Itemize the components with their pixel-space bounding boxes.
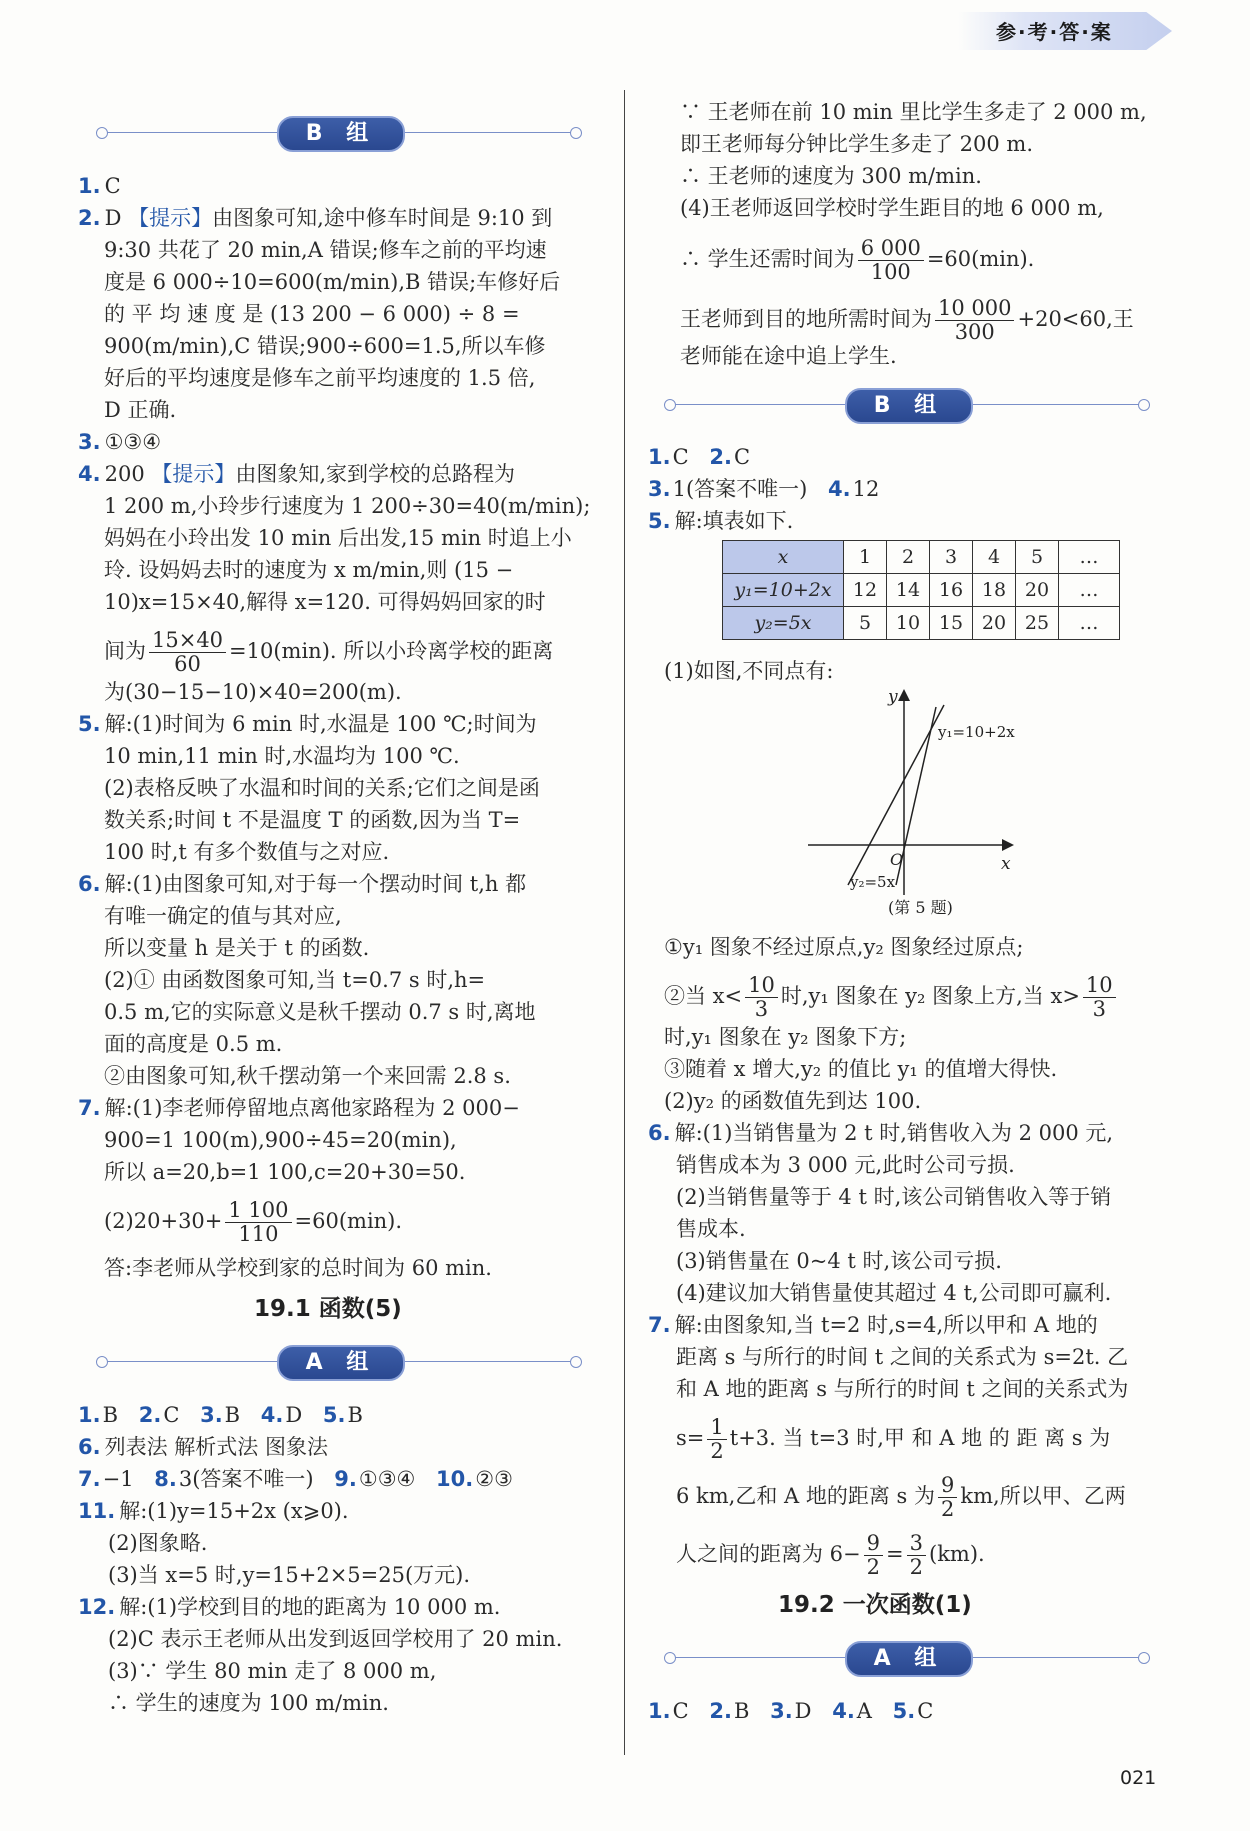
- q-number: 1.: [648, 445, 671, 469]
- left-q6-line4: (2)① 由函数图象可知,当 t=0.7 s 时,h=: [104, 968, 486, 992]
- right-cont-line3: ∴ 王老师的速度为 300 m/min.: [680, 164, 982, 188]
- right-q5-line7: (2)y₂ 的函数值先到达 100.: [664, 1089, 922, 1113]
- q-number: 2.: [709, 1699, 732, 1723]
- origin-label: O: [890, 850, 904, 869]
- left-q2-line1: [78, 203, 552, 233]
- right-q6-line5: (3)销售量在 0~4 t 时,该公司亏损.: [676, 1249, 1002, 1273]
- q-number: 2.: [78, 206, 101, 230]
- hint-tag: 【提示】: [151, 462, 236, 486]
- group-a-pill: A 组: [277, 1345, 405, 1381]
- fraction: [745, 974, 778, 1021]
- q-number: 1.: [78, 1403, 101, 1427]
- q-text: A: [856, 1699, 872, 1723]
- left-q12-line2: (2)C 表示王老师从出发到返回学校用了 20 min.: [108, 1627, 563, 1651]
- denominator: 3: [754, 997, 769, 1021]
- text-part: 6 km,乙和 A 地的距离 s 为: [676, 1484, 935, 1508]
- left-q2-line3: 度是 6 000÷10=600(m/min),B 错误;车修好后: [104, 270, 561, 294]
- left-q4-line5: 10)x=15×40,解得 x=120. 可得妈妈回家的时: [104, 590, 546, 614]
- left-q12-line4: ∴ 学生的速度为 100 m/min.: [108, 1691, 389, 1715]
- left-q6b: [78, 1432, 328, 1462]
- banner-dot-left: [96, 127, 108, 139]
- table-cell: 18: [973, 574, 1016, 607]
- fraction: [1083, 974, 1116, 1021]
- numerator: 10 000: [935, 297, 1014, 321]
- right-q7-line5: [676, 1474, 1126, 1521]
- right-q7-line4: [676, 1416, 1110, 1463]
- text-part: 时,y₁ 图象在 y₂ 图象上方,当 x>: [780, 984, 1080, 1008]
- left-q4-line2: 1 200 m,小玲步行速度为 1 200÷30=40(m/min);: [104, 494, 591, 518]
- q-number: 1.: [78, 174, 101, 198]
- numerator: 3: [907, 1532, 926, 1556]
- q-number: 7.: [78, 1467, 101, 1491]
- line-y1-label: y₁=10+2x: [938, 723, 1015, 741]
- table-cell: 12: [844, 574, 887, 607]
- q-text: 解:(1)李老师停留地点离他家路程为 2 000−: [104, 1096, 520, 1120]
- left-q6-line6: 面的高度是 0.5 m.: [104, 1032, 283, 1056]
- q-number: 3.: [648, 477, 671, 501]
- table-row: [723, 541, 1120, 574]
- q-text: B: [102, 1403, 119, 1427]
- denominator: 2: [866, 1555, 881, 1579]
- fraction: [935, 297, 1014, 344]
- q-number: 6.: [648, 1121, 671, 1145]
- q-text: 由图象知,家到学校的总路程为: [235, 462, 516, 486]
- table-row: [723, 607, 1120, 640]
- right-q6-line6: (4)建议加大销售量使其超过 4 t,公司即可赢利.: [676, 1281, 1112, 1305]
- q-text: B: [224, 1403, 241, 1427]
- row-header: x: [723, 541, 844, 574]
- table-cell: …: [1059, 541, 1120, 574]
- right-answers-row2: [634, 474, 879, 504]
- q-text: 3(答案不唯一): [178, 1467, 314, 1491]
- q-number: 6.: [78, 872, 101, 896]
- left-group-a-banner: [102, 1342, 576, 1382]
- function-graph: [808, 685, 1026, 920]
- q-text: 解:(1)y=15+2x (x⩾0).: [119, 1499, 349, 1523]
- text-part: (2)20+30+: [104, 1209, 223, 1233]
- q-text: 解:(1)由图象可知,对于每一个摆动时间 t,h 都: [104, 872, 527, 896]
- figure-caption: (第 5 题): [888, 898, 953, 917]
- left-q12-line1: [78, 1592, 500, 1622]
- left-q3: [78, 427, 161, 457]
- group-b-pill: B 组: [845, 388, 973, 424]
- left-q2-line2: 9:30 共花了 20 min,A 错误;修车之前的平均速: [104, 238, 547, 262]
- table-cell: …: [1059, 574, 1120, 607]
- denominator: 60: [174, 652, 201, 676]
- q-number: 8.: [154, 1467, 177, 1491]
- fraction: [907, 1532, 926, 1579]
- x-axis-label: x: [1001, 854, 1011, 874]
- denominator: 2: [909, 1555, 923, 1579]
- left-q4-line1: [78, 459, 515, 489]
- denominator: 300: [954, 320, 995, 344]
- left-q7-line2: 900=1 100(m),900÷45=20(min),: [104, 1128, 457, 1152]
- left-q5-line5: 100 时,t 有多个数值与之对应.: [104, 840, 390, 864]
- left-q2-line5: 900(m/min),C 错误;900÷600=1.5,所以车修: [104, 334, 546, 358]
- table-cell: 5: [1016, 541, 1059, 574]
- left-q4-line3: 妈妈在小玲出发 10 min 后出发,15 min 时追上小: [104, 526, 572, 550]
- right-q6-line1: [648, 1118, 1113, 1148]
- text-part: s=: [676, 1426, 705, 1450]
- q-number: 5.: [648, 509, 671, 533]
- table-cell: 4: [973, 541, 1016, 574]
- table-cell: 2: [887, 541, 930, 574]
- fraction: [864, 1532, 883, 1579]
- left-q2-line7: D 正确.: [104, 398, 177, 422]
- q-number: 3.: [200, 1403, 223, 1427]
- values-table: [722, 540, 1120, 640]
- q-text: 列表法 解析式法 图象法: [104, 1435, 328, 1459]
- right-q5-line5: 时,y₁ 图象在 y₂ 图象下方;: [664, 1025, 907, 1049]
- q-text: C: [917, 1699, 934, 1723]
- text-part: 人之间的距离为 6−: [676, 1542, 861, 1566]
- q-text: 由图象可知,途中修车时间是 9:10 到: [212, 206, 553, 230]
- text-part: t+3. 当 t=3 时,甲 和 A 地 的 距 离 s 为: [729, 1426, 1111, 1450]
- right-q5-line3: ①y₁ 图象不经过原点,y₂ 图象经过原点;: [664, 935, 1024, 959]
- right-q7-line3: 和 A 地的距离 s 与所行的时间 t 之间的关系式为: [676, 1377, 1129, 1401]
- left-q12-line3: (3)∵ 学生 80 min 走了 8 000 m,: [108, 1659, 437, 1683]
- q-number: 5.: [892, 1699, 916, 1723]
- q-text: 12: [852, 477, 880, 501]
- right-answers-row1: [634, 442, 750, 472]
- left-q7-line3: 所以 a=20,b=1 100,c=20+30=50.: [104, 1160, 466, 1184]
- q-lead: D: [104, 206, 122, 230]
- q-number: 4.: [260, 1403, 284, 1427]
- q-text: C: [163, 1403, 180, 1427]
- text-part: +20<60,王: [1017, 307, 1134, 331]
- page-number: 021: [1120, 1767, 1157, 1789]
- table-cell: 3: [930, 541, 973, 574]
- table-cell: 10: [887, 607, 930, 640]
- q-text: D: [794, 1699, 812, 1723]
- banner-dot-right: [570, 127, 582, 139]
- text-part: ∴ 学生还需时间为: [680, 247, 855, 271]
- q-number: 4.: [828, 477, 851, 501]
- right-cont-line7: 老师能在途中追上学生.: [680, 344, 897, 368]
- fraction: [858, 237, 924, 284]
- right-q7-line1: [648, 1310, 1098, 1340]
- q-text: 解:(1)当销售量为 2 t 时,销售收入为 2 000 元,: [674, 1121, 1114, 1145]
- header-label: 参·考·答·案: [996, 20, 1113, 44]
- q-number: 5.: [322, 1403, 346, 1427]
- q-text: 解:由图象知,当 t=2 时,s=4,所以甲和 A 地的: [674, 1313, 1098, 1337]
- q-number: 10.: [436, 1467, 474, 1491]
- q-text: D: [285, 1403, 303, 1427]
- fraction: [707, 1416, 726, 1463]
- text-part: km,所以甲、乙两: [960, 1484, 1126, 1508]
- right-q5-line2: (1)如图,不同点有:: [664, 659, 834, 683]
- q-number: 5.: [78, 712, 101, 736]
- left-answers-row1: [64, 1400, 363, 1430]
- left-q6-line1: [78, 869, 526, 899]
- group-a-pill: A 组: [845, 1641, 973, 1677]
- fraction: [938, 1474, 957, 1521]
- q-lead: 200: [104, 462, 145, 486]
- q-number: 4.: [832, 1699, 855, 1723]
- text-part: ②当 x<: [664, 984, 743, 1008]
- left-q6-line7: ②由图象可知,秋千摆动第一个来回需 2.8 s.: [104, 1064, 511, 1088]
- right-q5-line1: [648, 506, 793, 536]
- left-q2-line4: 的 平 均 速 度 是 (13 200 − 6 000) ÷ 8 =: [104, 302, 520, 326]
- table-cell: 15: [930, 607, 973, 640]
- left-q4-line4: 玲. 设妈妈去时的速度为 x m/min,则 (15 −: [104, 558, 514, 582]
- numerator: 15×40: [149, 629, 226, 653]
- text-part: 王老师到目的地所需时间为: [680, 307, 932, 331]
- q-number: 7.: [78, 1096, 101, 1120]
- right-q5-line4: [664, 974, 1119, 1021]
- right-cont-line4: (4)王老师返回学校时学生距目的地 6 000 m,: [680, 196, 1104, 220]
- text-part: (km).: [929, 1542, 985, 1566]
- line-y2-label: y₂=5x: [850, 873, 896, 891]
- numerator: 1: [707, 1416, 726, 1440]
- q-text: B: [347, 1403, 363, 1427]
- section-title-19-2: 19.2 一次函数(1): [778, 1592, 972, 1618]
- q-number: 7.: [648, 1313, 671, 1337]
- numerator: 10: [1083, 974, 1116, 998]
- banner-dot-right: [1138, 399, 1150, 411]
- left-q4-line6: [104, 629, 553, 676]
- q-number: 3.: [770, 1699, 793, 1723]
- banner-dot-left: [664, 1652, 676, 1664]
- table-cell: 1: [844, 541, 887, 574]
- right-q6-line3: (2)当销售量等于 4 t 时,该公司销售收入等于销: [676, 1185, 1112, 1209]
- left-q2-line6: 好后的平均速度是修车之前平均速度的 1.5 倍,: [104, 366, 536, 390]
- table-cell: 14: [887, 574, 930, 607]
- q-number: 6.: [78, 1435, 101, 1459]
- denominator: 100: [870, 260, 911, 284]
- q-text: C: [733, 445, 751, 469]
- q-text: 解:(1)学校到目的地的距离为 10 000 m.: [119, 1595, 501, 1619]
- text-part: =60(min).: [294, 1209, 403, 1233]
- right-q5-line6: ③随着 x 增大,y₂ 的值比 y₁ 的值增大得快.: [664, 1057, 1058, 1081]
- left-group-b-banner: [102, 113, 576, 153]
- left-q11-line1: [78, 1496, 349, 1526]
- banner-dot-right: [1138, 1652, 1150, 1664]
- table-cell: 20: [1016, 574, 1059, 607]
- denominator: 3: [1092, 997, 1106, 1021]
- right-q7-line2: 距离 s 与所行的时间 t 之间的关系式为 s=2t. 乙: [676, 1345, 1129, 1369]
- left-q4-line7: 为(30−15−10)×40=200(m).: [104, 680, 402, 704]
- section-title-19-1: 19.1 函数(5): [254, 1296, 402, 1322]
- left-q5-line4: 数关系;时间 t 不是温度 T 的函数,因为当 T=: [104, 808, 521, 832]
- left-q5-line2: 10 min,11 min 时,水温均为 100 ℃.: [104, 744, 460, 768]
- table-cell: 25: [1016, 607, 1059, 640]
- q-text: 1(答案不唯一): [672, 477, 808, 501]
- q-number: 12.: [78, 1595, 116, 1619]
- table-cell: …: [1059, 607, 1120, 640]
- left-q6-line2: 有唯一确定的值与其对应,: [104, 904, 342, 928]
- q-text: 解:填表如下.: [674, 509, 794, 533]
- q-text: B: [733, 1699, 750, 1723]
- numerator: 10: [745, 974, 778, 998]
- q-text: 解:(1)时间为 6 min 时,水温是 100 ℃;时间为: [104, 712, 537, 736]
- q-number: 1.: [648, 1699, 671, 1723]
- q-text: C: [672, 1699, 689, 1723]
- table-cell: 16: [930, 574, 973, 607]
- q-text: C: [672, 445, 689, 469]
- left-q5-line3: (2)表格反映了水温和时间的关系;它们之间是函: [104, 776, 540, 800]
- left-q5-line1: [78, 709, 537, 739]
- numerator: 6 000: [858, 237, 924, 261]
- column-divider: [624, 90, 625, 1755]
- banner-dot-left: [96, 1356, 108, 1368]
- table-row: [723, 574, 1120, 607]
- text-part: =10(min). 所以小玲离学校的距离: [229, 639, 554, 663]
- q-text: C: [104, 174, 121, 198]
- table-cell: 20: [973, 607, 1016, 640]
- q-text: ①③④: [104, 430, 162, 454]
- q-number: 11.: [78, 1499, 116, 1523]
- q-number: 3.: [78, 430, 101, 454]
- q-text: ②③: [475, 1467, 513, 1491]
- left-q7-line4: [104, 1199, 402, 1246]
- row-header: y₁=10+2x: [723, 574, 844, 607]
- banner-dot-left: [664, 399, 676, 411]
- hint-tag: 【提示】: [128, 206, 213, 230]
- right-cont-line2: 即王老师每分钟比学生多走了 200 m.: [680, 132, 1034, 156]
- text-part: 间为: [104, 639, 146, 663]
- right-group-a-banner: [670, 1638, 1144, 1678]
- banner-dot-right: [570, 1356, 582, 1368]
- left-q6-line3: 所以变量 h 是关于 t 的函数.: [104, 936, 370, 960]
- left-q11-line2: (2)图象略.: [108, 1531, 208, 1555]
- left-q1: [78, 171, 121, 201]
- right-group-b-banner: [670, 385, 1144, 425]
- text-part: =60(min).: [926, 247, 1035, 271]
- numerator: 9: [864, 1532, 883, 1556]
- denominator: 110: [238, 1222, 279, 1246]
- q-text: −1: [102, 1467, 134, 1491]
- right-q6-line4: 售成本.: [676, 1217, 746, 1241]
- fraction: [225, 1199, 291, 1246]
- left-q6-line5: 0.5 m,它的实际意义是秋千摆动 0.7 s 时,离地: [104, 1000, 536, 1024]
- right-cont-line5: [680, 237, 1034, 284]
- q-number: 2.: [138, 1403, 162, 1427]
- denominator: 2: [710, 1439, 724, 1463]
- numerator: 9: [938, 1474, 957, 1498]
- right-q7-line6: [676, 1532, 985, 1579]
- group-b-pill: B 组: [277, 116, 405, 152]
- right-answers-final: [634, 1696, 933, 1726]
- table-cell: 5: [844, 607, 887, 640]
- q-number: 4.: [78, 462, 101, 486]
- left-answers-row2: [64, 1464, 513, 1494]
- q-number: 9.: [334, 1467, 357, 1491]
- right-q6-line2: 销售成本为 3 000 元,此时公司亏损.: [676, 1153, 1015, 1177]
- left-q7-line5: 答:李老师从学校到家的总时间为 60 min.: [104, 1256, 492, 1280]
- text-part: =: [886, 1542, 904, 1566]
- left-q7-line1: [78, 1093, 520, 1123]
- right-cont-line6: [680, 297, 1134, 344]
- left-q11-line3: (3)当 x=5 时,y=15+2×5=25(万元).: [108, 1563, 471, 1587]
- right-cont-line1: ∵ 王老师在前 10 min 里比学生多走了 2 000 m,: [680, 100, 1147, 124]
- numerator: 1 100: [225, 1199, 291, 1223]
- y-axis-label: y: [888, 687, 898, 707]
- fraction: [149, 629, 226, 676]
- q-number: 2.: [709, 445, 732, 469]
- q-text: ①③④: [358, 1467, 416, 1491]
- denominator: 2: [941, 1497, 955, 1521]
- row-header: y₂=5x: [723, 607, 844, 640]
